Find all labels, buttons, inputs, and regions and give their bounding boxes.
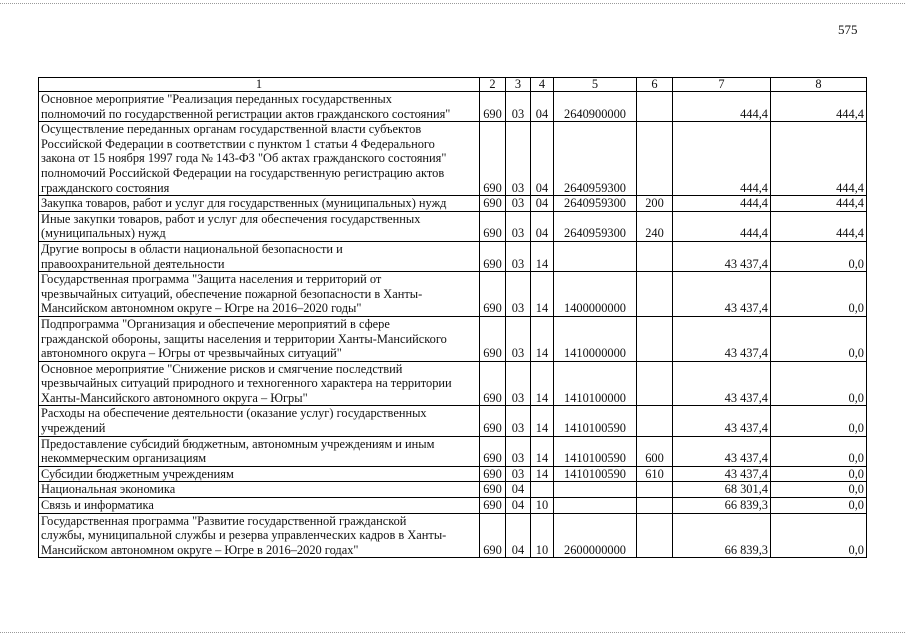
table-row (39, 122, 867, 196)
cell-section: 03 (506, 406, 531, 436)
cell-name: Другие вопросы в области национальной безопасности и правоохранительной деятельности (39, 241, 480, 271)
cell-amount-year2: 0,0 (771, 361, 867, 406)
cell-amount-year1: 66 839,3 (673, 498, 771, 514)
cell-target-article: 1400000000 (554, 272, 637, 317)
cell-subsection: 14 (531, 406, 554, 436)
cell-amount-year1: 66 839,3 (673, 513, 771, 558)
cell-amount-year2: 0,0 (771, 436, 867, 466)
page-number: 575 (838, 22, 858, 37)
cell-name: Субсидии бюджетным учреждениям (39, 466, 480, 482)
cell-target-article: 1410100590 (554, 436, 637, 466)
cell-amount-year1: 43 437,4 (673, 316, 771, 361)
cell-grbs: 690 (480, 316, 506, 361)
cell-subsection: 10 (531, 513, 554, 558)
cell-grbs: 690 (480, 361, 506, 406)
cell-amount-year2: 0,0 (771, 498, 867, 514)
cell-expense-type: 240 (637, 211, 673, 241)
table-row (39, 466, 867, 482)
cell-expense-type (637, 361, 673, 406)
cell-target-article (554, 241, 637, 271)
cell-target-article: 2640959300 (554, 122, 637, 196)
cell-amount-year1: 43 437,4 (673, 406, 771, 436)
cell-grbs: 690 (480, 92, 506, 122)
table-row (39, 513, 867, 558)
cell-target-article: 1410100000 (554, 361, 637, 406)
cell-section: 04 (506, 498, 531, 514)
cell-section: 04 (506, 482, 531, 498)
cell-section: 03 (506, 436, 531, 466)
cell-name: Основное мероприятие "Реализация переданных государственных полномочий по государственной регистрации актов гражданского состояния" (39, 92, 480, 122)
table-row (39, 92, 867, 122)
cell-amount-year1: 444,4 (673, 92, 771, 122)
cell-section: 03 (506, 361, 531, 406)
cell-amount-year1: 444,4 (673, 211, 771, 241)
table-row (39, 361, 867, 406)
cell-expense-type (637, 482, 673, 498)
table-row (39, 196, 867, 212)
table-row (39, 498, 867, 514)
table-row (39, 272, 867, 317)
table-row (39, 482, 867, 498)
cell-amount-year1: 43 437,4 (673, 436, 771, 466)
cell-subsection: 10 (531, 498, 554, 514)
cell-section: 03 (506, 241, 531, 271)
cell-subsection: 14 (531, 272, 554, 317)
cell-name: Подпрограмма "Организация и обеспечение мероприятий в сфере гражданской обороны, защиты населения и территории Ханты-Мансийского автономного округа – Югры от чрезвычайных ситуаций" (39, 316, 480, 361)
cell-grbs: 690 (480, 196, 506, 212)
cell-amount-year2: 0,0 (771, 513, 867, 558)
cell-section: 03 (506, 272, 531, 317)
budget-table (38, 77, 867, 558)
cell-grbs: 690 (480, 406, 506, 436)
cell-grbs: 690 (480, 482, 506, 498)
col-header-amount-year1: 7 (673, 78, 771, 92)
scan-edge-top (0, 3, 905, 4)
table-row (39, 406, 867, 436)
table-row (39, 316, 867, 361)
cell-subsection: 14 (531, 316, 554, 361)
cell-subsection: 14 (531, 361, 554, 406)
cell-target-article (554, 482, 637, 498)
cell-expense-type (637, 92, 673, 122)
cell-name: Закупка товаров, работ и услуг для государственных (муниципальных) нужд (39, 196, 480, 212)
cell-target-article: 2600000000 (554, 513, 637, 558)
cell-section: 03 (506, 466, 531, 482)
cell-grbs: 690 (480, 211, 506, 241)
cell-target-article: 2640959300 (554, 196, 637, 212)
cell-name: Предоставление субсидий бюджетным, автономным учреждениям и иным некоммерческим организациям (39, 436, 480, 466)
cell-grbs: 690 (480, 498, 506, 514)
cell-expense-type (637, 498, 673, 514)
cell-amount-year1: 43 437,4 (673, 241, 771, 271)
cell-amount-year2: 0,0 (771, 241, 867, 271)
scan-edge-bottom (0, 632, 905, 633)
table-row (39, 211, 867, 241)
cell-amount-year1: 43 437,4 (673, 272, 771, 317)
cell-amount-year1: 444,4 (673, 196, 771, 212)
cell-expense-type (637, 241, 673, 271)
cell-subsection: 14 (531, 436, 554, 466)
col-header-section: 3 (506, 78, 531, 92)
cell-target-article: 2640959300 (554, 211, 637, 241)
cell-target-article: 1410000000 (554, 316, 637, 361)
cell-grbs: 690 (480, 436, 506, 466)
cell-name: Иные закупки товаров, работ и услуг для обеспечения государственных (муниципальных) нужд (39, 211, 480, 241)
cell-expense-type: 200 (637, 196, 673, 212)
cell-grbs: 690 (480, 272, 506, 317)
cell-subsection: 04 (531, 196, 554, 212)
col-header-grbs: 2 (480, 78, 506, 92)
cell-grbs: 690 (480, 466, 506, 482)
cell-name: Национальная экономика (39, 482, 480, 498)
cell-name: Государственная программа "Развитие государственной гражданской службы, муниципальной службы и резерва управленческих кадров в Ханты- Мансийском автономном округе – Югре в 2016–2020 годах" (39, 513, 480, 558)
cell-expense-type: 600 (637, 436, 673, 466)
cell-amount-year2: 0,0 (771, 272, 867, 317)
cell-amount-year2: 0,0 (771, 406, 867, 436)
cell-expense-type: 610 (637, 466, 673, 482)
cell-amount-year2: 0,0 (771, 466, 867, 482)
cell-section: 03 (506, 211, 531, 241)
cell-name: Государственная программа "Защита населения и территорий от чрезвычайных ситуаций, обеспечение пожарной безопасности в Ханты- Мансийском автономном округе – Югре на 2016–2020 годы" (39, 272, 480, 317)
cell-subsection: 04 (531, 92, 554, 122)
cell-name: Связь и информатика (39, 498, 480, 514)
cell-expense-type (637, 122, 673, 196)
cell-amount-year2: 444,4 (771, 92, 867, 122)
cell-name: Основное мероприятие "Снижение рисков и смягчение последствий чрезвычайных ситуаций природного и техногенного характера на территории Ханты-Мансийского автономного округа – Югры" (39, 361, 480, 406)
cell-amount-year1: 444,4 (673, 122, 771, 196)
col-header-target-article: 5 (554, 78, 637, 92)
cell-amount-year2: 0,0 (771, 482, 867, 498)
col-header-name: 1 (39, 78, 480, 92)
cell-target-article (554, 498, 637, 514)
col-header-expense-type: 6 (637, 78, 673, 92)
cell-expense-type (637, 316, 673, 361)
cell-section: 03 (506, 92, 531, 122)
cell-amount-year2: 444,4 (771, 211, 867, 241)
table-row (39, 436, 867, 466)
cell-grbs: 690 (480, 513, 506, 558)
cell-section: 03 (506, 122, 531, 196)
table-row (39, 241, 867, 271)
cell-section: 03 (506, 196, 531, 212)
cell-subsection: 04 (531, 122, 554, 196)
table-header-row (39, 78, 867, 92)
cell-amount-year2: 0,0 (771, 316, 867, 361)
cell-name: Осуществление переданных органам государственной власти субъектов Российской Федерации в соответствии с пунктом 1 статьи 4 Федерального закона от 15 ноября 1997 года № 143-ФЗ "Об актах гражданского состояния" полномочий Российской Федерации на государственную регистрацию актов гражданского состояния (39, 122, 480, 196)
cell-subsection (531, 482, 554, 498)
cell-expense-type (637, 272, 673, 317)
cell-grbs: 690 (480, 122, 506, 196)
cell-target-article: 1410100590 (554, 406, 637, 436)
cell-amount-year1: 43 437,4 (673, 466, 771, 482)
cell-amount-year2: 444,4 (771, 122, 867, 196)
cell-section: 03 (506, 316, 531, 361)
cell-subsection: 14 (531, 241, 554, 271)
cell-grbs: 690 (480, 241, 506, 271)
cell-name: Расходы на обеспечение деятельности (оказание услуг) государственных учреждений (39, 406, 480, 436)
col-header-amount-year2: 8 (771, 78, 867, 92)
cell-subsection: 04 (531, 211, 554, 241)
cell-subsection: 14 (531, 466, 554, 482)
col-header-subsection: 4 (531, 78, 554, 92)
cell-section: 04 (506, 513, 531, 558)
cell-amount-year1: 43 437,4 (673, 361, 771, 406)
cell-expense-type (637, 513, 673, 558)
cell-expense-type (637, 406, 673, 436)
cell-amount-year1: 68 301,4 (673, 482, 771, 498)
cell-target-article: 1410100590 (554, 466, 637, 482)
cell-target-article: 2640900000 (554, 92, 637, 122)
cell-amount-year2: 444,4 (771, 196, 867, 212)
